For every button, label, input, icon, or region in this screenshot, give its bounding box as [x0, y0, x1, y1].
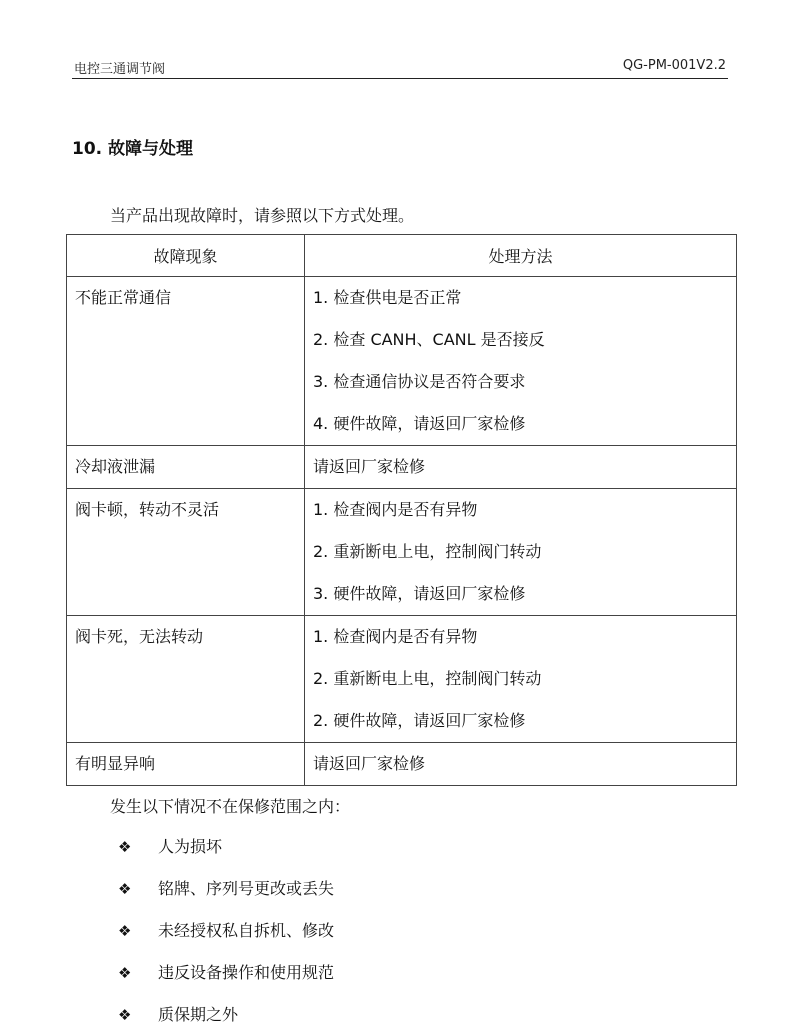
symptom-text: 冷却液泄漏 — [75, 457, 156, 476]
action-step: 3. 检查通信协议是否符合要求 — [313, 372, 526, 391]
table-row — [67, 743, 737, 786]
table-row — [67, 277, 737, 446]
action-step: 1. 检查阀内是否有异物 — [313, 500, 478, 519]
action-step: 请返回厂家检修 — [313, 457, 426, 476]
action-cell — [305, 616, 737, 743]
diamond-bullet-icon: ❖ — [118, 964, 132, 982]
page-header — [72, 58, 728, 79]
header-action: 处理方法 — [305, 235, 737, 277]
action-cell — [305, 446, 737, 489]
exclusion-text: 铭牌、序列号更改或丢失 — [158, 879, 335, 898]
diamond-bullet-icon: ❖ — [118, 1006, 132, 1024]
exclusion-text: 未经授权私自拆机、修改 — [158, 921, 335, 940]
table-row — [67, 616, 737, 743]
diamond-bullet-icon: ❖ — [118, 838, 132, 856]
symptom-cell — [67, 743, 305, 786]
action-step: 1. 检查阀内是否有异物 — [313, 627, 478, 646]
table-row — [67, 446, 737, 489]
action-step: 2. 重新断电上电，控制阀门转动 — [313, 669, 542, 688]
warranty-exclusion-list — [118, 826, 334, 1036]
section-intro: 当产品出现故障时，请参照以下方式处理。 — [110, 206, 415, 225]
action-step: 1. 检查供电是否正常 — [313, 288, 462, 307]
symptom-cell — [67, 277, 305, 446]
list-item — [118, 910, 334, 952]
symptom-cell — [67, 446, 305, 489]
symptom-cell — [67, 489, 305, 616]
symptom-text: 阀卡死，无法转动 — [75, 627, 204, 646]
warranty-notice: 发生以下情况不在保修范围之内： — [110, 797, 351, 816]
symptom-cell — [67, 616, 305, 743]
action-step: 2. 硬件故障，请返回厂家检修 — [313, 711, 526, 730]
action-cell — [305, 489, 737, 616]
action-step: 请返回厂家检修 — [313, 754, 426, 773]
list-item — [118, 952, 334, 994]
action-cell — [305, 743, 737, 786]
action-step: 3. 硬件故障，请返回厂家检修 — [313, 584, 526, 603]
symptom-text: 不能正常通信 — [75, 288, 172, 307]
action-cell — [305, 277, 737, 446]
action-step: 4. 硬件故障，请返回厂家检修 — [313, 414, 526, 433]
diamond-bullet-icon: ❖ — [118, 880, 132, 898]
exclusion-text: 人为损坏 — [158, 837, 223, 856]
diamond-bullet-icon: ❖ — [118, 922, 132, 940]
doc-code: QG-PM-001V2.2 — [622, 58, 726, 73]
symptom-text: 阀卡顿，转动不灵活 — [75, 500, 220, 519]
list-item — [118, 868, 334, 910]
list-item — [118, 826, 334, 868]
table-row — [67, 489, 737, 616]
section-title: 10. 故障与处理 — [72, 139, 194, 159]
symptom-text: 有明显异响 — [75, 754, 156, 773]
exclusion-text: 违反设备操作和使用规范 — [158, 963, 335, 982]
action-step: 2. 检查 CANH、CANL 是否接反 — [313, 330, 545, 349]
table-header-row — [67, 235, 737, 277]
doc-title: 电控三通调节阀 — [74, 62, 166, 77]
action-step: 2. 重新断电上电，控制阀门转动 — [313, 542, 542, 561]
fault-table — [66, 234, 737, 786]
exclusion-text: 质保期之外 — [158, 1005, 239, 1024]
header-symptom: 故障现象 — [67, 235, 305, 277]
